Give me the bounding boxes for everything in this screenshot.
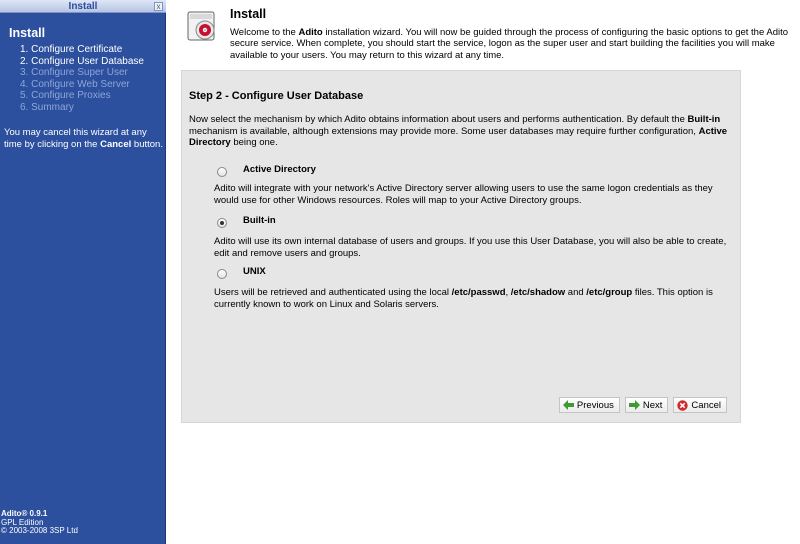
option-label-built-in[interactable]: Built-in — [243, 215, 276, 226]
cancel-button[interactable] — [673, 397, 727, 413]
step-configure-super-user: 3. Configure Super User — [20, 67, 128, 78]
close-icon[interactable]: x — [154, 2, 163, 11]
radio-unix[interactable] — [217, 269, 227, 279]
option-desc-active-directory: Adito will integrate with your network's Active Directory server allowing users to use the same logon credentials as they would use for other Windows resources. Roles will map to your Active Directory groups. — [214, 183, 713, 206]
version-info — [1, 510, 78, 536]
sidebar-titlebar — [0, 0, 166, 13]
step-configure-proxies: 5. Configure Proxies — [20, 90, 111, 101]
step-configure-user-database: 2. Configure User Database — [20, 55, 144, 67]
install-cd-icon — [187, 11, 217, 42]
next-button-label: Next — [642, 399, 663, 411]
desc-builtin-emphasis: Built-in — [687, 114, 721, 125]
cancel-note-emphasis: Cancel — [100, 139, 132, 150]
wizard-buttons — [559, 397, 727, 413]
step-title: Step 2 - Configure User Database — [189, 90, 364, 102]
desc-ad-emphasis: Active Directory — [189, 125, 728, 148]
radio-built-in[interactable] — [217, 218, 227, 228]
file-group: /etc/group — [586, 287, 633, 298]
sidebar-title: Install — [68, 1, 98, 12]
sidebar-heading: Install — [9, 26, 46, 40]
arrow-right-icon — [629, 400, 640, 410]
step-description: Now select the mechanism by which Adito obtains information about users and performs authentication. By default the Built-in mechanism is available, although extensions may provide more. Some user databases may require further configuration, Active Directory being one. — [189, 114, 728, 148]
page-title: Install — [230, 7, 267, 21]
cancel-icon — [677, 400, 688, 411]
option-desc-built-in: Adito will use its own internal database of users and groups. If you use this User Database, you will also be able to create, edit and remove users and groups. — [214, 236, 727, 259]
step-configure-web-server: 4. Configure Web Server — [20, 78, 130, 90]
radio-active-directory[interactable] — [217, 167, 227, 177]
option-desc-unix: Users will be retrieved and authenticated using the local /etc/passwd, /etc/shadow and /etc/group files. This option is currently known to work on Linux and Solaris servers. — [214, 287, 713, 310]
version-name: Adito® 0.9.1 — [1, 509, 48, 518]
wizard-steps — [20, 44, 144, 113]
previous-button[interactable] — [559, 397, 620, 413]
file-passwd: /etc/passwd — [451, 287, 506, 298]
file-shadow: /etc/shadow — [510, 287, 566, 298]
step-summary: 6. Summary — [20, 101, 74, 113]
option-label-active-directory[interactable]: Active Directory — [243, 164, 316, 175]
arrow-left-icon — [563, 400, 574, 410]
wizard-sidebar — [0, 0, 166, 544]
intro-text: Welcome to the Adito installation wizard. You will now be guided through the process of configuring the basic options to get the Adito secure service. When complete, you should start the service, logon as the super user and start building the facilities you will make available to your users. You may return to this wizard at any time. — [230, 27, 789, 61]
edition: GPL Edition — [1, 517, 44, 527]
copyright: © 2003-2008 3SP Ltd — [1, 526, 78, 535]
step-panel — [181, 70, 741, 423]
cancel-note: You may cancel this wizard at any time by clicking on the Cancel button. — [4, 127, 163, 150]
step-configure-certificate: 1. Configure Certificate — [20, 44, 123, 55]
previous-button-label: Previous — [576, 399, 614, 411]
intro-product-name: Adito — [298, 27, 323, 38]
option-label-unix[interactable]: UNIX — [243, 266, 266, 277]
cancel-button-label: Cancel — [691, 399, 721, 411]
next-button[interactable] — [625, 397, 669, 413]
